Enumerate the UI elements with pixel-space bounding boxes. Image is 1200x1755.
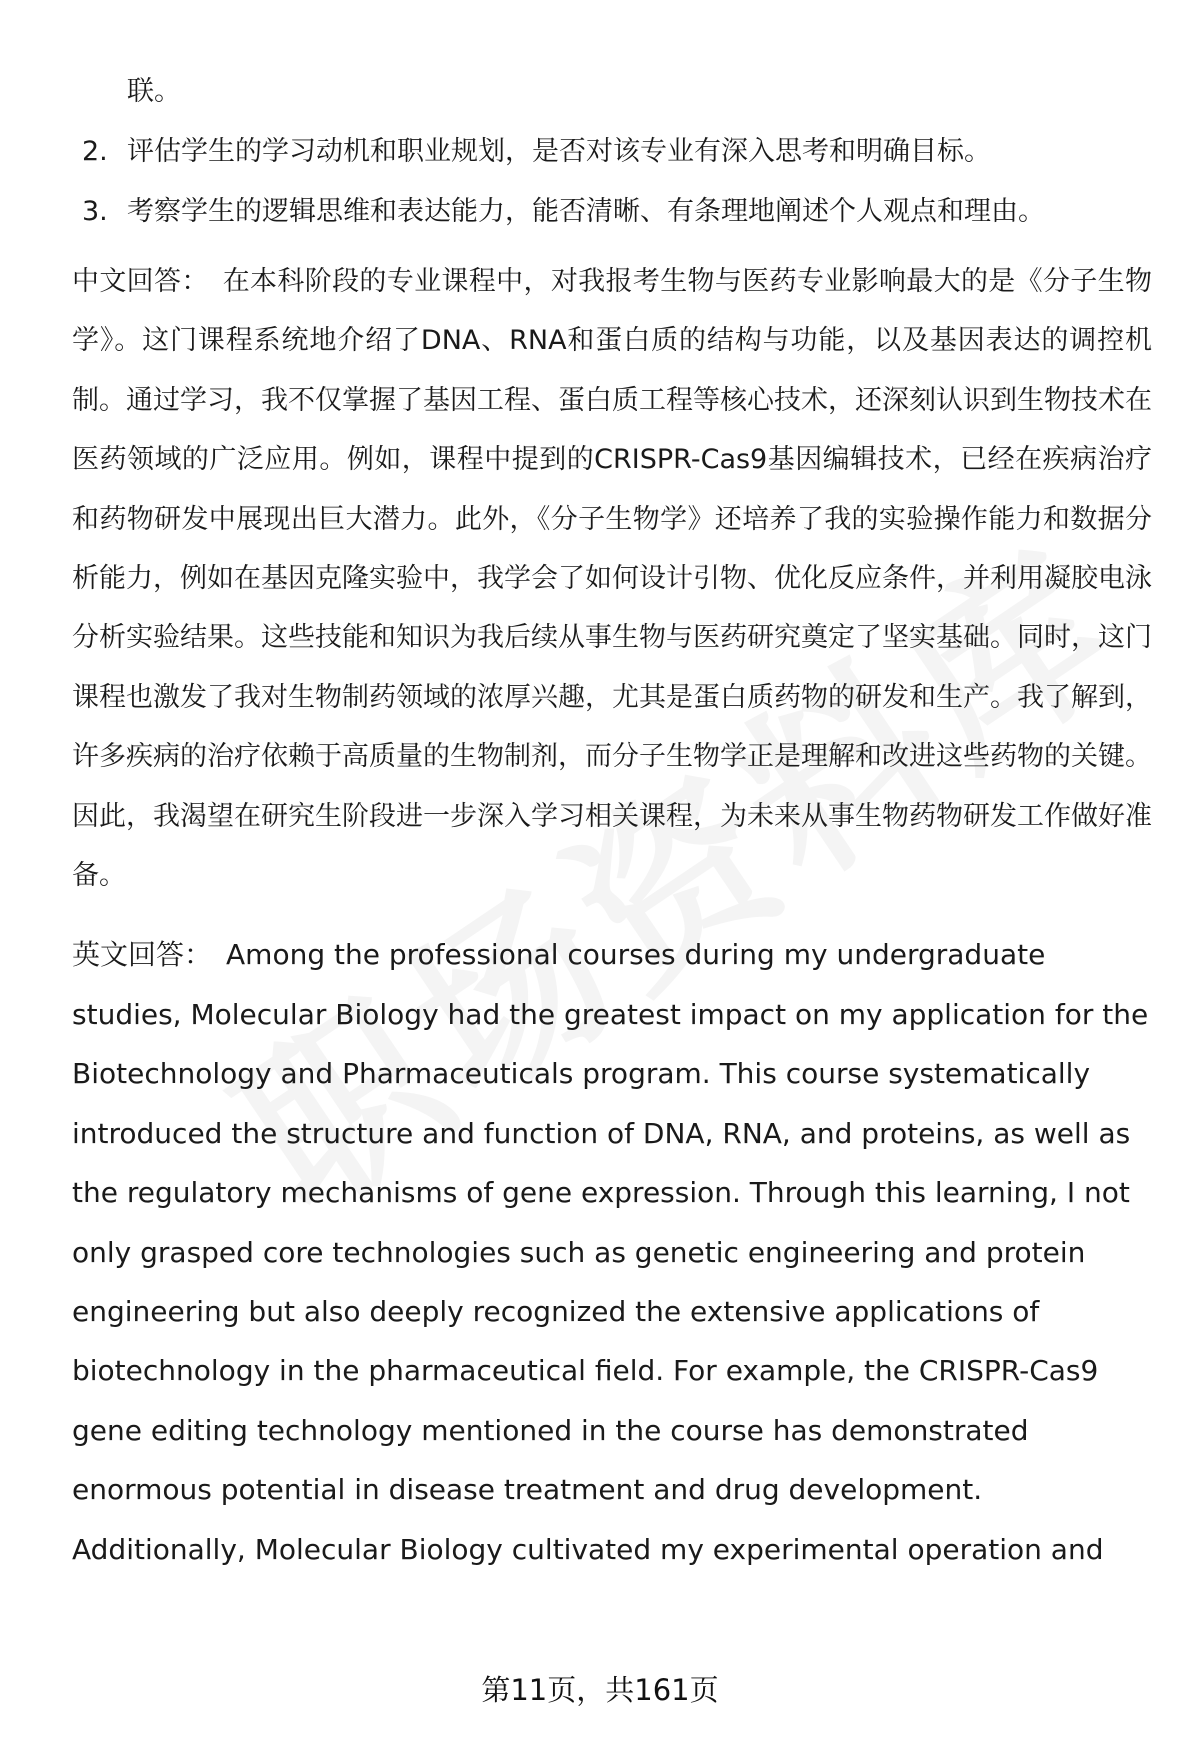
chinese-answer-paragraph: [72, 252, 1152, 905]
list-item-text: 联。: [127, 76, 181, 107]
page-number-footer: 第11页，共161页: [481, 1673, 719, 1707]
list-item-text: 评估学生的学习动机和职业规划，是否对该专业有深入思考和明确目标。: [127, 136, 991, 167]
page-content: [72, 62, 1152, 1579]
list-item-text: 考察学生的逻辑思维和表达能力，能否清晰、有条理地阐述个人观点和理由。: [127, 196, 1045, 227]
list-item-number: 3.: [82, 196, 108, 227]
chinese-answer-text: 在本科阶段的专业课程中，对我报考生物与医药专业影响最大的是《分子生物学》。这门课程系统地介绍了DNA、RNA和蛋白质的结构与功能，以及基因表达的调控机制。通过学习，我不仅掌握了基因工程、蛋白质工程等核心技术，还深刻认识到生物技术在医药领域的广泛应用。例如，课程中提到的CRISPR-Cas9基因编辑技术，已经在疾病治疗和药物研发中展现出巨大潜力。此外，《分子生物学》还培养了我的实验操作能力和数据分析能力，例如在基因克隆实验中，我学会了如何设计引物、优化反应条件，并利用凝胶电泳分析实验结果。这些技能和知识为我后续从事生物与医药研究奠定了坚实基础。同时，这门课程也激发了我对生物制药领域的浓厚兴趣，尤其是蛋白质药物的研发和生产。我了解到，许多疾病的治疗依赖于高质量的生物制剂，而分子生物学正是理解和改进这些药物的关键。因此，我渴望在研究生阶段进一步深入学习相关课程，为未来从事生物药物研发工作做好准备。: [72, 266, 1153, 892]
list-item: [72, 182, 1152, 242]
english-answer-label: 英文回答：: [72, 938, 213, 972]
list-item: [72, 62, 1152, 122]
criteria-list: [72, 62, 1152, 242]
list-item: [72, 122, 1152, 182]
list-item-number: 2.: [82, 136, 108, 167]
english-answer-text: Among the professional courses during my undergraduate studies, Molecular Biology had the greatest impact on my application for the Biotechnology and Pharmaceuticals program. This course systematically introduced the structure and function of DNA, RNA, and proteins, as well as the regulatory mechanisms of gene expression. Through this learning, I not only grasped core technologies such as genetic engineering and protein engineering but also deeply recognized the extensive applications of biotechnology in the pharmaceutical field. For example, the CRISPR-Cas9 gene editing technology mentioned in the course has demonstrated enormous potential in disease treatment and drug development. Additionally, Molecular Biology cultivated my experimental operation and: [72, 938, 1149, 1566]
chinese-answer-label: 中文回答：: [72, 266, 209, 297]
english-answer-paragraph: [72, 925, 1152, 1578]
